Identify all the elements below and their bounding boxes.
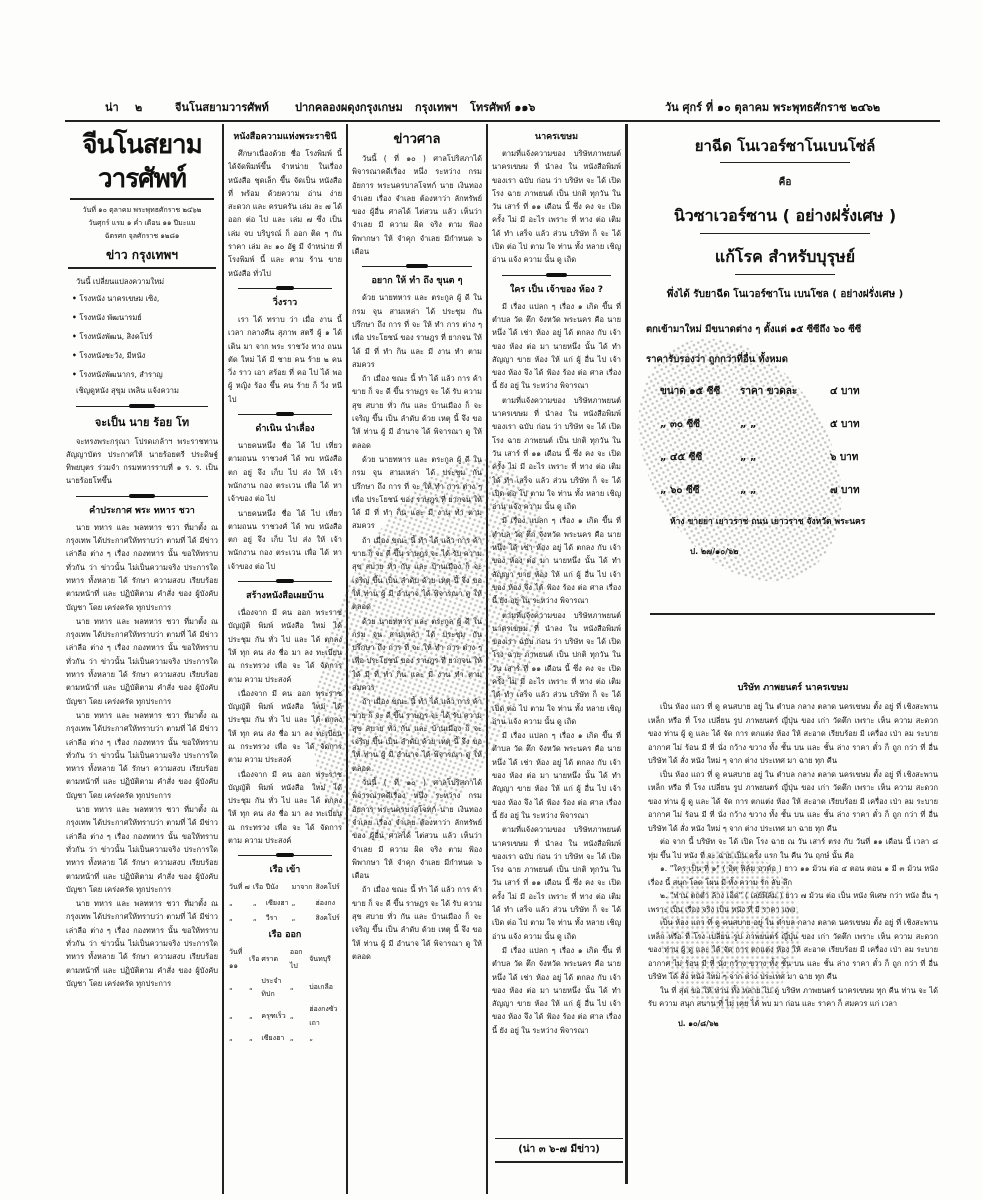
table-cell: ครุฑเร็ว xyxy=(261,1012,286,1021)
paragraph: มี เรื่อง แปลก ๆ เรื่อง ๑ เกิด ขึ้น ที่ ตำบล วัด ตึก จังหวัด พระนคร คือ นายหนึ่ง ได้ เช่า ห้อง อยู่ ได้ ตกลง กับ เจ้า ของ ห้อง ต่อ มา นายหนึ่ง นั้น ได้ ทำ สัญญา ขาย ห้อง ให้ แก่ ผู้ อื่น ไป เจ้า ของ ห้อง จึง ได้ ฟ้อง ร้อง ต่อ ศาล เรื่อง นี้ ยัง อยู่ ใน ระหว่าง พิจารณา xyxy=(492,945,621,1035)
list-item: • โรงหนัง พัฒนารมย์ xyxy=(72,308,218,327)
advert-or: คือ xyxy=(778,177,792,188)
price-label: „ „ xyxy=(740,419,757,430)
price: ๕ บาท xyxy=(830,419,860,430)
headline: ดำเนิน นำเลื่อง xyxy=(255,424,315,435)
page-number: ๒ xyxy=(135,101,143,114)
paragraph: เป็น ห้อง แถว ที่ ดู คนสบาย อยู่ ใน ตำบล กลาง ตลาด นครเขษม ตั้ง อยู่ ที่ เชิงสะพาน เหล็ก หรือ ที่ โรง เปลี่ยน รูป ภาพยนตร์ ญี่ปุ่น ของ เก่า วัดตึก เพราะ เห็น ความ สะดวก ของ ท่าน ผู้ ดู และ ได้ จัด การ ตกแต่ง ห้อง ให้ สะอาด เรียบร้อย มี เครื่อง เป่า ลม ระบาย อากาศ ไม่ ร้อน มี ที่ นั่ง กว้าง ขวาง ทั้ง ชั้น บน และ ชั้น ล่าง ราคา ตั๋ว ก็ ถูก กว่า ที่ อื่น บริษัท ได้ สั่ง หนัง ใหม่ ๆ จาก ต่าง ประเทศ มา ฉาย ทุก คืน xyxy=(648,918,938,981)
table-cell: วันที่ ๗ xyxy=(229,883,250,892)
header-rule xyxy=(65,120,940,122)
list-item: • โรงหนังชะวัง, มีหนัง xyxy=(72,346,218,365)
price-label: ราคา ขวดละ xyxy=(740,386,798,397)
paragraph: มี เรื่อง แปลก ๆ เรื่อง ๑ เกิด ขึ้น ที่ ตำบล วัด ตึก จังหวัด พระนคร คือ นายหนึ่ง ได้ เช่า ห้อง อยู่ ได้ ตกลง กับ เจ้า ของ ห้อง ต่อ มา นายหนึ่ง นั้น ได้ ทำ สัญญา ขาย ห้อง ให้ แก่ ผู้ อื่น ไป เจ้า ของ ห้อง จึง ได้ ฟ้อง ร้อง ต่อ ศาล เรื่อง นี้ ยัง อยู่ ใน ระหว่าง พิจารณา xyxy=(492,731,621,820)
advert-code: ป. ๑๐/๘/๖๒ xyxy=(678,1018,719,1028)
paragraph: ถ้า เมื่อง ขณะ นี้ ทำ ได้ แล้ว การ ค้า ขาย ก็ จะ ดี ขึ้น ราษฎร จะ ได้ รับ ความ สุข สบาย ทั่ว กัน และ บ้านเมือง ก็ จะ เจริญ ขึ้น เป็น ลำดับ ด้วย เหตุ นี้ จึง ขอ ให้ ท่าน ผู้ มี อำนาจ ได้ พิจารณา ดู ให้ ตลอด xyxy=(352,374,482,450)
advert-subtitle: นิวซาเวอร์ซาน ( อย่างฝรั่งเศษ ) xyxy=(673,206,897,225)
ornament-divider xyxy=(76,402,208,410)
edition-location: ปากคลองผดุงกรุงเกษม xyxy=(295,101,403,114)
column-3 xyxy=(352,128,482,1194)
paragraph: มี เรื่อง แปลก ๆ เรื่อง ๑ เกิด ขึ้น ที่ ตำบล วัด ตึก จังหวัด พระนคร คือ นายหนึ่ง ได้ เช่า ห้อง อยู่ ได้ ตกลง กับ เจ้า ของ ห้อง ต่อ มา นายหนึ่ง นั้น ได้ ทำ สัญญา ขาย ห้อง ให้ แก่ ผู้ อื่น ไป เจ้า ของ ห้อง จึง ได้ ฟ้อง ร้อง ต่อ ศาล เรื่อง นี้ ยัง อยู่ ใน ระหว่าง พิจารณา xyxy=(492,516,621,606)
size: „ ๖๐ ซีซี xyxy=(660,485,700,496)
paragraph: นายคนหนึ่ง ชื่อ ได้ ไป เที่ยว ตามถนน ราชวงศ์ ได้ พบ หนังสือ ตก อยู่ จึง เก็บ ไป ส่ง ให้ เจ้าพนักงาน กอง ตระเวน เพื่อ ได้ หา เจ้าของ ต่อ ไป xyxy=(228,508,342,571)
table-cell: ออกไป xyxy=(289,948,303,970)
paragraph: เรา ได้ ทราบ ว่า เมื่อ งาน นี้ เวลา กลางคืน สุภาพ สตรี ผู้ ๑ ได้ เดิน มา จาก พระ ราชวัง ทาง ถนน ตัด ใหม่ ได้ มี ชาย คน ร้าย ๒ คน วิ่ง ราว เอา สร้อย ที่ คอ ไป ได้ พอ ผู้ หญิง ร้อง ขึ้น คน ร้าย ก็ วิ่ง หนี ไป xyxy=(228,314,342,404)
advert-code: ป. ๒๗/๑๐/๖๒ xyxy=(690,547,739,556)
section-title: ข่าวศาล xyxy=(393,132,441,147)
paragraph: วันนี้ เปลี่ยนแปลงความใหม่ xyxy=(76,277,165,286)
table-cell: เซียงฮา xyxy=(261,1034,285,1043)
table-cell: ประจำทิปก xyxy=(261,976,282,999)
price-row xyxy=(660,474,940,507)
cure-underline xyxy=(735,274,835,275)
masthead-date-line: วันที่ ๑๐ ตุลาคม พระพุทธศักราช ๒๔๖๒ xyxy=(82,206,202,214)
table-cell: วีรา xyxy=(265,913,278,922)
table-row xyxy=(228,880,342,895)
table-cell: วันที่ ๑๑ xyxy=(229,948,243,970)
advert-line: ตกเข้ามาใหม่ มีขนาดต่าง ๆ ตั้งแต่ ๑๕ ซีซีถึง ๖๐ ซีซี xyxy=(646,324,862,335)
shop-address: ห้าง ขายยา เยาวราช ถนน เยาวราช จังหวัด พระนคร xyxy=(670,517,866,527)
paragraph: นาย ทหาร และ พลทหาร ชวา ที่มาตั้ง ณ กรุงเทพ ได้ประกาศให้ทราบว่า ตามที่ ได้ มีข่าว เล่าลือ ต่าง ๆ เรื่อง กองทหาร นั้น ขอให้ทราบทั่วกัน ว่า ข่าวนั้น ไม่เป็นความจริง ประการใด ทหาร ทั้งหลาย ได้ รักษา ความสงบ เรียบร้อย ตามหน้าที่ และ ปฏิบัติตาม คำสั่ง ของ ผู้บังคับบัญชา โดย เคร่งครัด ทุกประการ xyxy=(66,522,218,612)
table-cell: ฮ่องกงซัวเถา xyxy=(309,1005,338,1027)
paragraph: เนื่องจาก มี คน ออก พระราชบัญญัติ พิมพ์ หนังสือ ใหม่ ได้ ประชุม กัน ทั่ว ไป และ ได้ ตกลง ให้ ทุก คน ส่ง ชื่อ มา ลง ทะเบียน ณ กระทรวง เพื่อ จะ ได้ จัดการ ตาม ความ ประสงค์ xyxy=(228,688,342,765)
headline: เรือ ออก xyxy=(268,930,302,941)
price-row xyxy=(660,408,940,441)
paragraph: ถ้า เมื่อง ขณะ นี้ ทำ ได้ แล้ว การ ค้า ขาย ก็ จะ ดี ขึ้น ราษฎร จะ ได้ รับ ความ สุข สบาย ทั่ว กัน และ บ้านเมือง ก็ จะ เจริญ ขึ้น เป็น ลำดับ ด้วย เหตุ นี้ จึง ขอ ให้ ท่าน ผู้ มี อำนาจ ได้ พิจารณา ดู ให้ ตลอด xyxy=(352,885,482,961)
ornament-divider xyxy=(502,271,611,279)
paragraph: ถ้า เมื่อง ขณะ นี้ ทำ ได้ แล้ว การ ค้า ขาย ก็ จะ ดี ขึ้น ราษฎร จะ ได้ รับ ความ สุข สบาย ทั่ว กัน และ บ้านเมือง ก็ จะ เจริญ ขึ้น เป็น ลำดับ ด้วย เหตุ นี้ จึง ขอ ให้ ท่าน ผู้ มี อำนาจ ได้ พิจารณา ดู ให้ ตลอด xyxy=(352,697,482,773)
price-label: „ „ xyxy=(740,485,757,496)
price: ๔ บาท xyxy=(830,386,860,397)
ornament-divider xyxy=(238,410,332,418)
table-row: „ „ วีรา „ สิงคโปร์ xyxy=(228,911,342,926)
column-rule xyxy=(346,124,348,1194)
ships-in-table xyxy=(228,880,342,926)
page-label: น่า xyxy=(105,101,119,114)
list-item: • โรงหนังพัฒน, สิงคโปร์ xyxy=(72,327,218,346)
masthead-date-line: วันศุกร์ แรม ๑ ค่ำ เดือน ๑๑ ปีมะแม xyxy=(88,219,196,227)
column-4 xyxy=(492,128,621,1128)
paragraph: นาย ทหาร และ พลทหาร ชวา ที่มาตั้ง ณ กรุงเทพ ได้ประกาศให้ทราบว่า ตามที่ ได้ มีข่าว เล่าลือ ต่าง ๆ เรื่อง กองทหาร นั้น ขอให้ทราบทั่วกัน ว่า ข่าวนั้น ไม่เป็นความจริง ประการใด ทหาร ทั้งหลาย ได้ รักษา ความสงบ เรียบร้อย ตามหน้าที่ และ ปฏิบัติตาม คำสั่ง ของ ผู้บังคับบัญชา โดย เคร่งครัด ทุกประการ xyxy=(66,899,218,988)
headline: จะเป็น นาย ร้อย โท xyxy=(94,415,190,429)
paragraph: ถ้า เมื่อง ขณะ นี้ ทำ ได้ แล้ว การ ค้า ขาย ก็ จะ ดี ขึ้น ราษฎร จะ ได้ รับ ความ สุข สบาย ทั่ว กัน และ บ้านเมือง ก็ จะ เจริญ ขึ้น เป็น ลำดับ ด้วย เหตุ นี้ จึง ขอ ให้ ท่าน ผู้ มี อำนาจ ได้ พิจารณา ดู ให้ ตลอด xyxy=(352,535,482,612)
phone: โทรศัพท์ ๑๑๖ xyxy=(470,101,536,114)
paragraph: เป็น ห้อง แถว ที่ ดู คนสบาย อยู่ ใน ตำบล กลาง ตลาด นครเขษม ตั้ง อยู่ ที่ เชิงสะพาน เหล็ก หรือ ที่ โรง เปลี่ยน รูป ภาพยนตร์ ญี่ปุ่น ของ เก่า วัดตึก เพราะ เห็น ความ สะดวก ของ ท่าน ผู้ ดู และ ได้ จัด การ ตกแต่ง ห้อง ให้ สะอาด เรียบร้อย มี เครื่อง เป่า ลม ระบาย อากาศ ไม่ ร้อน มี ที่ นั่ง กว้าง ขวาง ทั้ง ชั้น บน และ ชั้น ล่าง ราคา ตั๋ว ก็ ถูก กว่า ที่ อื่น บริษัท ได้ สั่ง หนัง ใหม่ ๆ จาก ต่าง ประเทศ มา ฉาย ทุก คืน xyxy=(648,702,938,765)
advert-title: บริษัท ภาพยนตร์ นาครเขษม xyxy=(737,683,849,693)
film-item: ๒. "ท่าน ตกต่ำ ล้าง เอ็ด" ( เลย์ฟิล์ม ) ยาว ๗ ม้วน ต่อ เป็น หนัง พิเศษ กว่า หนัง อื่น ๆ เพราะ เป็น เรื่อง จริง เป็น หนัง ที่ มี ราคา แพง xyxy=(648,891,938,914)
title-underline xyxy=(720,162,850,163)
price-row xyxy=(660,441,940,474)
advert-line: ราคารับรองว่า ถูกกว่าที่อื่น ทั้งหมด xyxy=(646,354,788,365)
paragraph: ตามที่แจ้งความของ บริษัทภาพยนต์ นาครเขษม ที่ นำลง ใน หนังสือพิมพ์ ของเรา ฉบับ ก่อน ว่า บริษัท จะ ได้ เปิด โรง ฉาย ภาพยนต์ เป็น ปกติ ทุกวัน ใน วัน เสาร์ ที่ ๑๑ เดือน นี้ ซึ่ง คง จะ เปิด ครั้ง ไม่ มี อะไร เพราะ ที่ ทาง ต่อ เติม ได้ ทำ เสร็จ แล้ว ส่วน บริษัท ก็ จะ ได้ เปิด ต่อ ไป ตาม ใจ ท่าน ทั้ง หลาย เชิญ อ่าน แจ้ง ความ นั้น ดู เถิด xyxy=(492,610,621,726)
column-rule xyxy=(486,124,488,1194)
list-item: • โรงหนังพัฒนากร, สำราญ xyxy=(72,365,218,384)
paragraph: นายคนหนึ่ง ชื่อ ได้ ไป เที่ยว ตามถนน ราชวงศ์ ได้ พบ หนังสือ ตก อยู่ จึง เก็บ ไป ส่ง ให้ เจ้าพนักงาน กอง ตระเวน เพื่อ ได้ หา เจ้าของ ต่อ ไป xyxy=(228,441,342,504)
table-row: „ „ เซียงฮา „ ฮ่องกง xyxy=(228,896,342,911)
paragraph: วันนี้ ( ที่ ๑๐ ) ศาลโปริสภาได้พิจารณาคดีเรื่อง หนึ่ง ระหว่าง กรมอัยการ พระนครบาลโจทก์ นาย เงินทอง จำเลย เรื่อง จำเลย ต้องหาว่า ลักทรัพย์ ของ ผู้อื่น ศาลได้ ไต่สวน แล้ว เห็นว่า จำเลย มี ความ ผิด จริง ตาม ฟ้อง พิพากษา ให้ จำคุก จำเลย มีกำหนด ๖ เดือน xyxy=(352,778,482,881)
price-list xyxy=(630,375,940,507)
table-row: „ „ ประจำทิปก „ บ่อเกลือ xyxy=(228,974,342,1003)
advert-cinema xyxy=(648,680,938,1030)
ornament-divider xyxy=(362,262,472,270)
ornament-divider xyxy=(238,851,332,859)
subtitle-underline xyxy=(700,233,870,234)
size: „ ๓๐ ซีซี xyxy=(660,419,701,430)
table-cell: เซียงฮา xyxy=(265,898,289,907)
advert-title: ยาฉีด โนเวอร์ซาโนเบนโซ่ล์ xyxy=(694,137,876,155)
headline: ใคร เป็น เจ้าของ ห้อง ? xyxy=(509,284,604,295)
paragraph: วันนี้ ( ที่ ๑๐ ) ศาลโปริสภาได้พิจารณาคดีเรื่อง หนึ่ง ระหว่าง กรมอัยการ พระนครบาลโจทก์ นาย เงินทอง จำเลย เรื่อง จำเลย ต้องหาว่า ลักทรัพย์ ของ ผู้อื่น ศาลได้ ไต่สวน แล้ว เห็นว่า จำเลย มี ความ ผิด จริง ตาม ฟ้อง พิพากษา ให้ จำคุก จำเลย มีกำหนด ๖ เดือน xyxy=(352,154,482,257)
paragraph: ต่อ จาก นี้ บริษัท จะ ได้ เปิด โรง ฉาย ณ วัน เสาร์ ตรง กับ วันที่ ๑๑ เดือน นี้ เวลา ๘ ทุ่ม ขึ้น ไป หนัง ที่ จะ ฉาย เป็น ครั้ง แรก ใน คืน วัน ฤกษ์ นั้น คือ xyxy=(648,837,938,860)
paragraph: เนื่องจาก มี คน ออก พระราชบัญญัติ พิมพ์ หนังสือ ใหม่ ได้ ประชุม กัน ทั่ว ไป และ ได้ ตกลง ให้ ทุก คน ส่ง ชื่อ มา ลง ทะเบียน ณ กระทรวง เพื่อ จะ ได้ จัดการ ตาม ความ ประสงค์ xyxy=(228,769,342,846)
paragraph: ด้วย นายทหาร และ ตระกูล ผู้ ดี ใน กรม จุน สามเหล่า ได้ ประชุม กัน ปรึกษา ถึง การ ที่ จะ ให้ ทำ การ ต่าง ๆ เพื่อ ประโยชน์ ของ ราษฎร ที่ ยากจน ให้ ได้ มี ที่ ทำ กิน และ มี งาน ทำ ตาม สมควร xyxy=(352,293,482,369)
masthead-rule xyxy=(70,198,214,200)
paragraph: ด้วย นายทหาร และ ตระกูล ผู้ ดี ใน กรม จุน สามเหล่า ได้ ประชุม กัน ปรึกษา ถึง การ ที่ จะ ให้ ทำ การ ต่าง ๆ เพื่อ ประโยชน์ ของ ราษฎร ที่ ยากจน ให้ ได้ มี ที่ ทำ กิน และ มี งาน ทำ ตาม สมควร xyxy=(352,616,482,692)
column-rule xyxy=(222,124,224,1194)
headline: หนังสือความแห่งพระราชินี xyxy=(233,132,337,142)
section-title: นาครเขษม xyxy=(534,132,579,142)
paragraph: นาย ทหาร และ พลทหาร ชวา ที่มาตั้ง ณ กรุงเทพ ได้ประกาศให้ทราบว่า ตามที่ ได้ มีข่าว เล่าลือ ต่าง ๆ เรื่อง กองทหาร นั้น ขอให้ทราบทั่วกัน ว่า ข่าวนั้น ไม่เป็นความจริง ประการใด ทหาร ทั้งหลาย ได้ รักษา ความสงบ เรียบร้อย ตามหน้าที่ และ ปฏิบัติตาม คำสั่ง ของ ผู้บังคับบัญชา โดย เคร่งครัด ทุกประการ xyxy=(66,710,218,800)
ornament-divider xyxy=(76,492,208,500)
continuation-note: (น่า ๓ ๖-๗ มีข่าว) xyxy=(495,1138,623,1163)
table-row xyxy=(228,945,342,974)
issue-date: วัน ศุกร์ ที่ ๑๐ ตุลาคม พระพุทธศักราช ๒๔๖๒ xyxy=(665,101,881,114)
city: กรุงเทพฯ xyxy=(415,101,458,114)
paragraph: จะทรงพระกรุณา โปรดเกล้าฯ พระราชทาน สัญญาบัตร ประกาศให้ นายร้อยตรี ประดิษฐ์ ทิพยบุตร ร่วมจำ กรมทหารราบที่ ๑ ร. ร. เป็น นายร้อยโทขึ้น xyxy=(66,436,218,486)
ornament-divider xyxy=(238,577,332,585)
paragraph: นาย ทหาร และ พลทหาร ชวา ที่มาตั้ง ณ กรุงเทพ ได้ประกาศให้ทราบว่า ตามที่ ได้ มีข่าว เล่าลือ ต่าง ๆ เรื่อง กองทหาร นั้น ขอให้ทราบทั่วกัน ว่า ข่าวนั้น ไม่เป็นความจริง ประการใด ทหาร ทั้งหลาย ได้ รักษา ความสงบ เรียบร้อย ตามหน้าที่ และ ปฏิบัติตาม คำสั่ง ของ ผู้บังคับบัญชา โดย เคร่งครัด ทุกประการ xyxy=(66,616,218,706)
table-cell: สิงคโปร์ xyxy=(315,913,340,922)
table-cell: ศราด xyxy=(261,954,279,963)
page-header xyxy=(95,98,942,118)
table-cell: มาจาก xyxy=(291,883,313,892)
price-label: „ „ xyxy=(740,452,757,463)
headline: สร้างหนังสือเผยบ้าน xyxy=(246,591,324,602)
headline: วิ่งราว xyxy=(272,297,298,308)
paragraph: ตามที่แจ้งความของ บริษัทภาพยนต์ นาครเขษม ที่ นำลง ใน หนังสือพิมพ์ ของเรา ฉบับ ก่อน ว่า บริษัท จะ ได้ เปิด โรง ฉาย ภาพยนต์ เป็น ปกติ ทุกวัน ใน วัน เสาร์ ที่ ๑๑ เดือน นี้ ซึ่ง คง จะ เปิด ครั้ง ไม่ มี อะไร เพราะ ที่ ทาง ต่อ เติม ได้ ทำ เสร็จ แล้ว ส่วน บริษัท ก็ จะ ได้ เปิด ต่อ ไป ตาม ใจ ท่าน ทั้ง หลาย เชิญ อ่าน แจ้ง ความ นั้น ดู เถิด xyxy=(492,395,621,512)
price: ๗ บาท xyxy=(830,485,860,496)
paper-name: จีนโนสยามวารศัพท์ xyxy=(175,101,269,114)
table-cell: จันทบุรี xyxy=(309,954,331,963)
table-row: „ „ ครุฑเร็ว „ ฮ่องกงซัวเถา xyxy=(228,1002,342,1031)
column-2 xyxy=(228,128,342,1194)
paragraph: ศึกษาเนื่องด้วย ชื่อ โรงพิมพ์ นี้ ได้จัดพิมพ์ขึ้น จำหน่าย ในเรื่อง หนังสือ ชุดเล็ก ขึ้น จัดเป็น หนังสือ ที่ พร้อม ด้วยความ อ่าน ง่าย สะดวก และ ครบครัน เล่ม ละ ๗ ได้ ออก ต่อ ไป และ เล่ม ๗ ซึ่ง เป็น เล่ม จบ บริบูรณ์ ก็ ออก ติด ๆ กัน ราคา เล่ม ละ ๑๐ อัฐ มี จำหน่าย ที่ โรงพิมพ์ นี้ และ ตาม ร้าน ขาย หนังสือ ทั่วไป xyxy=(228,149,342,278)
advert-cure: แก้โรค สำหรับบุรุษย์ xyxy=(714,247,856,266)
masthead-date-line: ฉัตรศก จุลศักราช ๑๒๘๑ xyxy=(104,232,180,240)
paragraph: ใน ที่ สุด ขอ ให้ ท่าน ทั้ง หลาย ไป ดู บริษัท ภาพยนตร์ นาครเขษม ทุก คืน ท่าน จะ ได้ รับ ความ สนุก สนาน ที่ ไม่ เคย ได้ พบ มา ก่อน และ ราคา ก็ สมควร แก่ เวลา xyxy=(648,985,938,1008)
table-cell: เรือ xyxy=(252,883,264,892)
table-cell: ปีนัง xyxy=(265,883,279,892)
paragraph: ตามที่แจ้งความของ บริษัทภาพยนต์ นาครเขษม ที่ นำลง ใน หนังสือพิมพ์ ของเรา ฉบับ ก่อน ว่า บริษัท จะ ได้ เปิด โรง ฉาย ภาพยนต์ เป็น ปกติ ทุกวัน ใน วัน เสาร์ ที่ ๑๑ เดือน นี้ ซึ่ง คง จะ เปิด ครั้ง ไม่ มี อะไร เพราะ ที่ ทาง ต่อ เติม ได้ ทำ เสร็จ แล้ว ส่วน บริษัท ก็ จะ ได้ เปิด ต่อ ไป ตาม ใจ ท่าน ทั้ง หลาย เชิญ อ่าน แจ้ง ความ นั้น ดู เถิด xyxy=(492,825,621,941)
cinema-list xyxy=(66,289,218,384)
table-cell: บ่อเกลือ xyxy=(309,983,333,992)
headline: อยาก ให้ ทำ ถึง ขุนต ๆ xyxy=(371,276,463,287)
table-cell: สิงคโปร์ xyxy=(315,883,340,892)
size: „ ๔๕ ซีซี xyxy=(660,452,703,463)
paragraph: มี เรื่อง แปลก ๆ เรื่อง ๑ เกิด ขึ้น ที่ ตำบล วัด ตึก จังหวัด พระนคร คือ นายหนึ่ง ได้ เช่า ห้อง อยู่ ได้ ตกลง กับ เจ้า ของ ห้อง ต่อ มา นายหนึ่ง นั้น ได้ ทำ สัญญา ขาย ห้อง ให้ แก่ ผู้ อื่น ไป เจ้า ของ ห้อง จึง ได้ ฟ้อง ร้อง ต่อ ศาล เรื่อง นี้ ยัง อยู่ ใน ระหว่าง พิจารณา xyxy=(492,301,621,391)
paragraph: เป็น ห้อง แถว ที่ ดู คนสบาย อยู่ ใน ตำบล กลาง ตลาด นครเขษม ตั้ง อยู่ ที่ เชิงสะพาน เหล็ก หรือ ที่ โรง เปลี่ยน รูป ภาพยนตร์ ญี่ปุ่น ของ เก่า วัดตึก เพราะ เห็น ความ สะดวก ของ ท่าน ผู้ ดู และ ได้ จัด การ ตกแต่ง ห้อง ให้ สะอาด เรียบร้อย มี เครื่อง เป่า ลม ระบาย อากาศ ไม่ ร้อน มี ที่ นั่ง กว้าง ขวาง ทั้ง ชั้น บน และ ชั้น ล่าง ราคา ตั๋ว ก็ ถูก กว่า ที่ อื่น บริษัท ได้ สั่ง หนัง ใหม่ ๆ จาก ต่าง ประเทศ มา ฉาย ทุก คืน xyxy=(648,769,938,833)
ornament-divider xyxy=(238,284,332,292)
film-item: ๑. "ใคร เป็น ที่ ๑" ( อิต ฟิล์ม อวด์อ ) ยาว ๑๑ ม้วน ต่อ ๔ ตอน ตอน ๑ มี ๓ ม้วน หนัง เรื่อง นี้ สนุก โลด โผน มี ทั้ง ความ รัก ลับ ลึก xyxy=(648,864,938,887)
table-cell: เรือ xyxy=(249,954,260,963)
paragraph: เชิญดูหนัง สุขุม เพลิน แจ้งความ xyxy=(76,386,179,396)
advert-injection xyxy=(630,128,940,567)
headline: เรือ เข้า xyxy=(269,865,301,876)
table-row: „ „ เซียงฮา „ „ xyxy=(228,1031,342,1046)
paragraph: ตามที่แจ้งความของ บริษัทภาพยนต์ นาครเขษม ที่ นำลง ใน หนังสือพิมพ์ ของเรา ฉบับ ก่อน ว่า บริษัท จะ ได้ เปิด โรง ฉาย ภาพยนต์ เป็น ปกติ ทุกวัน ใน วัน เสาร์ ที่ ๑๑ เดือน นี้ ซึ่ง คง จะ เปิด ครั้ง ไม่ มี อะไร เพราะ ที่ ทาง ต่อ เติม ได้ ทำ เสร็จ แล้ว ส่วน บริษัท ก็ จะ ได้ เปิด ต่อ ไป ตาม ใจ ท่าน ทั้ง หลาย เชิญ อ่าน แจ้ง ความ นั้น ดู เถิด xyxy=(492,149,621,265)
list-item: • โรงหนัง นาครเขษม เซิง, xyxy=(72,289,218,308)
price-row xyxy=(660,375,940,408)
paragraph: ด้วย นายทหาร และ ตระกูล ผู้ ดี ใน กรม จุน สามเหล่า ได้ ประชุม กัน ปรึกษา ถึง การ ที่ จะ ให้ ทำ การ ต่าง ๆ เพื่อ ประโยชน์ ของ ราษฎร ที่ ยากจน ให้ ได้ มี ที่ ทำ กิน และ มี งาน ทำ ตาม สมควร xyxy=(352,454,482,531)
price: ๖ บาท xyxy=(830,452,859,463)
masthead-title: จีนโนสยามวารศัพท์ xyxy=(82,130,202,194)
ships-out-table xyxy=(228,945,342,1046)
headline: คำประกาศ พระ ทหาร ชวา xyxy=(89,505,195,516)
section-title: ข่าว กรุงเทพฯ xyxy=(105,248,179,262)
size: ขนาด ๑๕ ซีซี xyxy=(660,386,721,397)
section-rule xyxy=(68,267,216,269)
column-1 xyxy=(66,128,218,1194)
column-rule xyxy=(625,124,628,1184)
table-cell: ฮ่องกง xyxy=(315,898,336,907)
paragraph: เนื่องจาก มี คน ออก พระราชบัญญัติ พิมพ์ หนังสือ ใหม่ ได้ ประชุม กัน ทั่ว ไป และ ได้ ตกลง ให้ ทุก คน ส่ง ชื่อ มา ลง ทะเบียน ณ กระทรวง เพื่อ จะ ได้ จัดการ ตาม ความ ประสงค์ xyxy=(228,608,342,684)
paragraph: นาย ทหาร และ พลทหาร ชวา ที่มาตั้ง ณ กรุงเทพ ได้ประกาศให้ทราบว่า ตามที่ ได้ มีข่าว เล่าลือ ต่าง ๆ เรื่อง กองทหาร นั้น ขอให้ทราบทั่วกัน ว่า ข่าวนั้น ไม่เป็นความจริง ประการใด ทหาร ทั้งหลาย ได้ รักษา ความสงบ เรียบร้อย ตามหน้าที่ และ ปฏิบัติตาม คำสั่ง ของ ผู้บังคับบัญชา โดย เคร่งครัด ทุกประการ xyxy=(66,805,218,894)
advert-separator xyxy=(650,613,935,615)
advert-desc: พึ่งได้ รับยาฉีด โนเวอร์ซาโน เบนโซล ( อย่างฝรั่งเศษ ) xyxy=(666,289,904,300)
